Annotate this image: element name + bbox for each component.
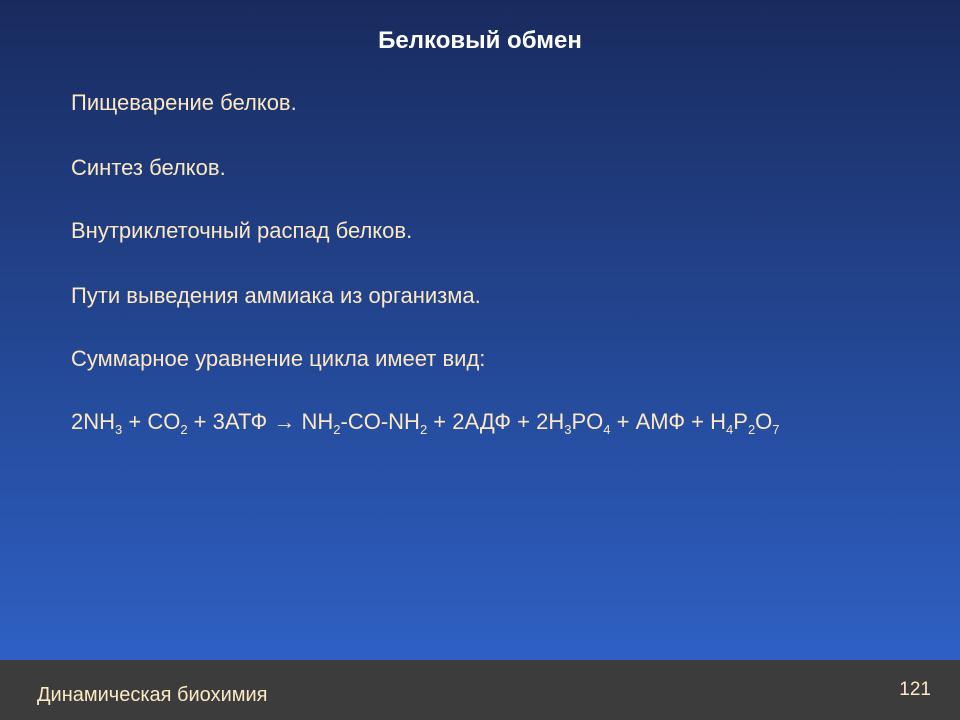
page-number: 121 [899, 679, 931, 700]
eq-text: -CO-NH [340, 409, 420, 434]
eq-text: O [755, 409, 773, 434]
eq-text: + 2АДФ + 2H [427, 409, 565, 434]
eq-text: PO [571, 409, 604, 434]
eq-text: + АМФ + H [610, 409, 727, 434]
eq-text: + 3АТФ → NH [187, 409, 334, 434]
eq-subscript: 2 [333, 422, 341, 437]
eq-subscript: 4 [603, 422, 611, 437]
eq-subscript: 2 [747, 422, 756, 437]
line-intracellular-breakdown: Внутриклеточный распад белков. [71, 218, 413, 243]
course-title: Динамическая биохимия [37, 684, 268, 706]
eq-text: P [733, 409, 748, 434]
line-protein-digestion: Пищеварение белков. [71, 90, 297, 115]
eq-text: 2NH [71, 409, 116, 434]
eq-text: + CO [122, 409, 181, 434]
urea-cycle-equation [71, 409, 780, 435]
eq-subscript: 7 [772, 422, 780, 437]
eq-subscript: 3 [115, 422, 123, 437]
eq-subscript: 4 [726, 422, 734, 437]
slide-footer [0, 660, 960, 720]
line-ammonia-excretion: Пути выведения аммиака из организма. [71, 283, 481, 308]
eq-subscript: 2 [180, 422, 188, 437]
line-protein-synthesis: Синтез белков. [71, 155, 226, 180]
slide-title: Белковый обмен [378, 27, 582, 54]
eq-subscript: 3 [564, 422, 572, 437]
eq-subscript: 2 [419, 422, 428, 437]
line-cycle-equation-intro: Суммарное уравнение цикла имеет вид: [71, 346, 486, 371]
